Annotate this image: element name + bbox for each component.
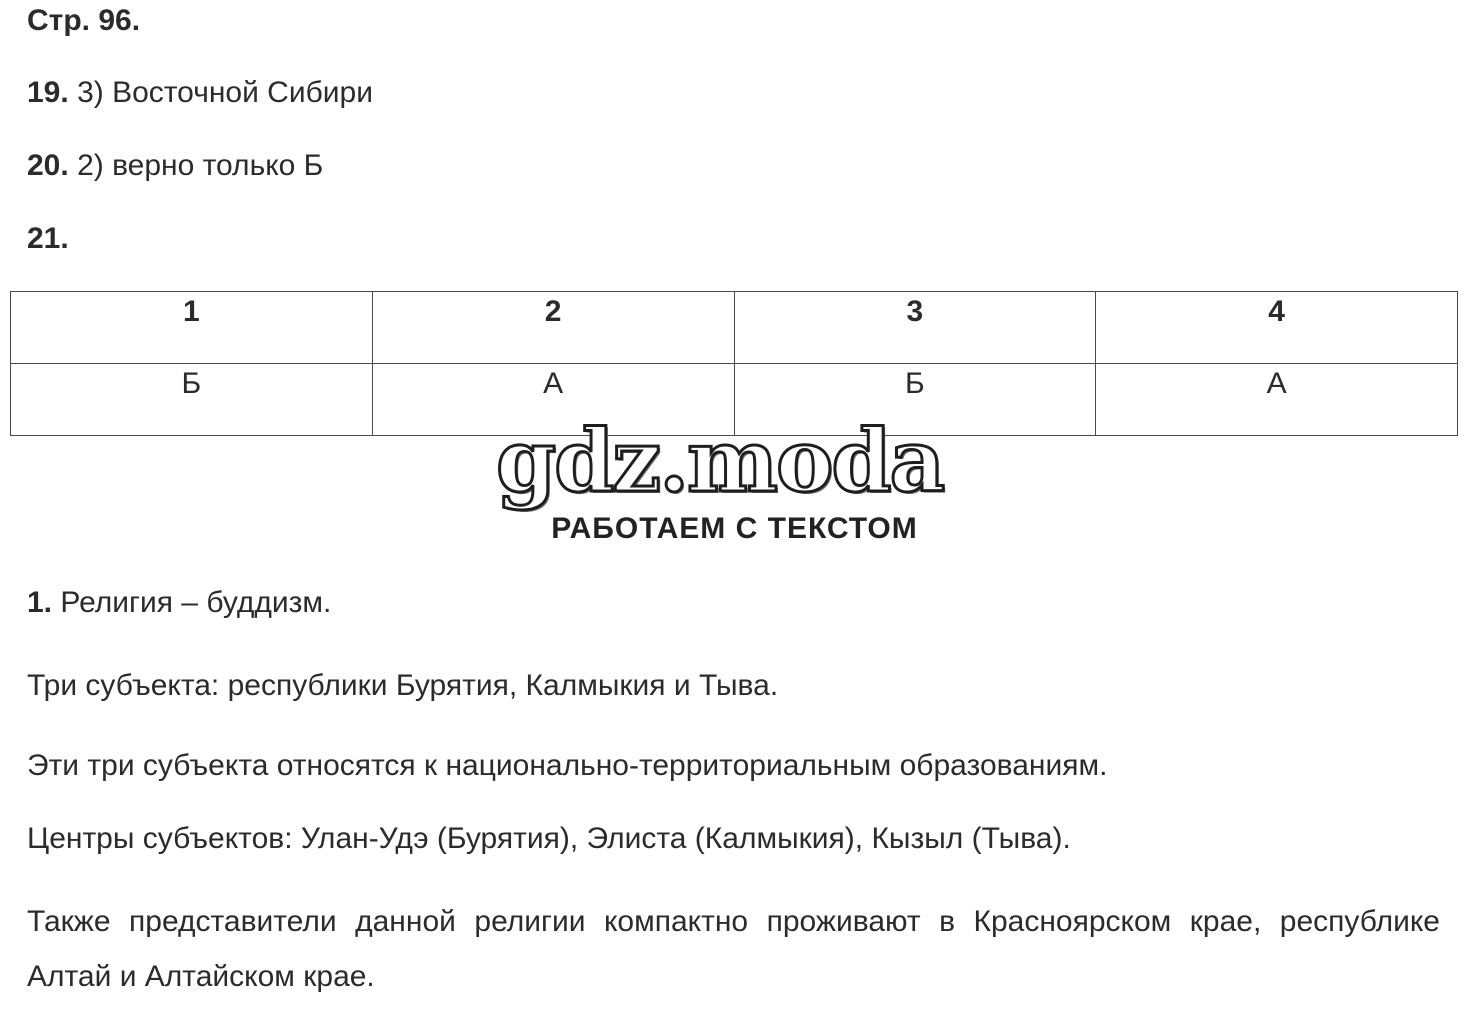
answer-21 — [27, 221, 69, 257]
answer-20 — [27, 148, 323, 184]
page-header — [27, 3, 388, 39]
table-cell: А — [372, 364, 734, 436]
page-label: Стр. 96. — [27, 4, 141, 37]
table-header-row — [11, 292, 1458, 364]
answer-text: 2) верно только Б — [77, 149, 324, 182]
table-header-cell: 1 — [11, 292, 373, 364]
table-cell: Б — [11, 364, 373, 436]
answer-number: 19. — [27, 76, 69, 109]
table-header-cell: 4 — [1096, 292, 1458, 364]
answer-number: 21. — [27, 222, 69, 255]
item-text: Религия – буддизм. — [60, 586, 332, 619]
watermark-logo: gdz.moda — [496, 411, 944, 512]
table-header-cell: 3 — [734, 292, 1096, 364]
text-answer-1 — [27, 585, 331, 621]
header-faded-area — [148, 7, 388, 37]
text-paragraph-regions: Также представители данной религии компактно проживают в Красноярском крае, республике Алтай и Алтайском крае. — [27, 905, 1440, 993]
answer-19 — [27, 75, 373, 111]
text-line-subjects: Три субъекта: республики Бурятия, Калмыкия и Тыва. — [27, 669, 779, 702]
section-title: РАБОТАЕМ С ТЕКСТОМ — [551, 512, 918, 545]
table-cell: Б — [734, 364, 1096, 436]
answer-text: 3) Восточной Сибири — [77, 76, 373, 109]
text-line-classification: Эти три субъекта относятся к национально-территориальным образованиям. — [27, 749, 1108, 782]
item-number: 1. — [27, 586, 53, 619]
table-cell: А — [1096, 364, 1458, 436]
text-line-centers: Центры субъектов: Улан-Удэ (Бурятия), Элиста (Калмыкия), Кызыл (Тыва). — [27, 822, 1071, 855]
answer-number: 20. — [27, 149, 69, 182]
table-header-cell: 2 — [372, 292, 734, 364]
